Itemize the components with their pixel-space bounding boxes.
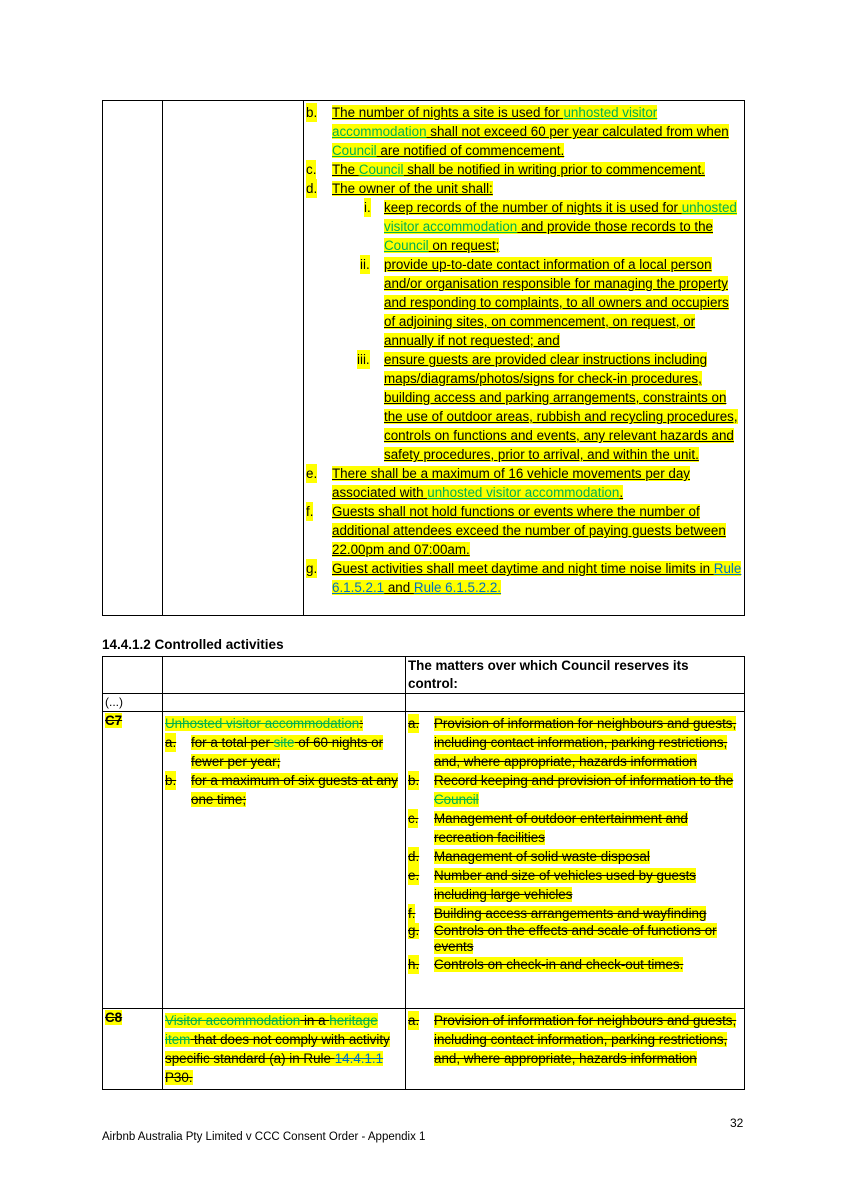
rule-link-6-1-5-2-1[interactable]: Rule 6.1.5.2.1 bbox=[332, 561, 742, 595]
list-item: e. Number and size of vehicles used by guests including large vehicles bbox=[408, 868, 697, 902]
list-item: a. Provision of information for neighbours and guests, including contact information, parking restrictions, and, where appropriate, hazards information bbox=[408, 1013, 737, 1066]
ellipsis-cell: (...) bbox=[103, 694, 163, 712]
activity-c7-conditions bbox=[165, 733, 403, 809]
list-item-d: d. The owner of the unit shall: i. keep records of the number of nights it is used for unhosted visitor accommodation and provide those records to the Council on request; ii. provide up-to-date contact information of a local person and/or organisation responsible for managing the property and responding to complaints, to all owners and occupiers of adjoining sites, on commencement, on request, or annually if not requested; and iii. ensure guests are provided clear instructions including maps/diagrams/photos/signs for check-in procedures, building access and parking arrangements, constraints on the use of outdoor areas, rubbish and recycling procedures, controls on functions and events, any relevant hazards and safety procedures, prior to arrival, and within the unit. bbox=[306, 179, 742, 464]
table-cell-empty-1 bbox=[103, 101, 163, 616]
activity-cell-c7: Unhosted visitor accommodation: a. for a total per site of 60 nights or fewer per year; b. for a maximum of six guests at any one time; bbox=[163, 712, 406, 1009]
matters-cell-c7 bbox=[406, 712, 745, 1009]
list-item-f: f. Guests shall not hold functions or events where the number of additional attendees exceed the number of paying guests between 22.00pm and 07:00am. bbox=[306, 504, 726, 557]
list-item: a. Provision of information for neighbours and guests, including contact information, parking restrictions, and, where appropriate, hazards information bbox=[408, 716, 737, 769]
table-row-c8 bbox=[103, 1009, 745, 1090]
list-item: b. Record keeping and provision of information to the Council bbox=[408, 773, 734, 807]
page-footer: Airbnb Australia Pty Limited v CCC Consent Order - Appendix 1 bbox=[102, 1131, 426, 1143]
sublist-d bbox=[352, 198, 742, 464]
list-item: b. for a maximum of six guests at any one time; bbox=[165, 773, 398, 807]
section-heading: 14.4.1.2 Controlled activities bbox=[102, 637, 284, 652]
list-item-g: g. Guest activities shall meet daytime and night time noise limits in Rule 6.1.5.2.1 and Rule 6.1.5.2.2. bbox=[306, 561, 742, 595]
table-row-c7 bbox=[103, 712, 745, 1009]
rule-link-6-1-5-2-2[interactable]: Rule 6.1.5.2.2. bbox=[413, 580, 502, 595]
header-matters: The matters over which Council reserves its control: bbox=[406, 657, 745, 694]
list-item: c. Management of outdoor entertainment and recreation facilities bbox=[408, 811, 688, 845]
list-item-d-ii: ii. provide up-to-date contact information of a local person and/or organisation responsible for managing the property and responding to complaints, to all owners and occupiers of adjoining sites, on commencement, on request, or annually if not requested; and bbox=[360, 257, 729, 348]
list-item: h. Controls on check-in and check-out times. bbox=[408, 957, 684, 972]
ellipsis-empty-2 bbox=[163, 694, 406, 712]
table-header-row bbox=[103, 657, 745, 694]
list-item: g. Controls on the effects and scale of functions or events bbox=[408, 923, 717, 954]
matters-list-c8 bbox=[408, 1011, 742, 1068]
activity-c7-title: Unhosted visitor accommodation bbox=[165, 716, 360, 731]
controlled-activities-table bbox=[102, 656, 745, 1090]
ellipsis-empty-3 bbox=[406, 694, 745, 712]
code-cell-c8: C8 bbox=[103, 1009, 163, 1090]
code-cell-c7: C7 bbox=[103, 712, 163, 1009]
standards-list bbox=[306, 103, 742, 597]
table-cell-empty-2 bbox=[163, 101, 304, 616]
list-item: d. Management of solid waste disposal bbox=[408, 849, 650, 864]
list-item: f. Building access arrangements and wayfinding bbox=[408, 906, 707, 921]
list-item: a. for a total per site of 60 nights or fewer per year; bbox=[165, 735, 384, 769]
list-item-c: c. The Council shall be notified in writing prior to commencement. bbox=[306, 162, 705, 177]
list-item-b: b. The number of nights a site is used for unhosted visitor accommodation shall not exceed 60 per year calculated from when Council are notified of commencement. bbox=[306, 105, 729, 158]
list-item-d-iii: iii. ensure guests are provided clear instructions including maps/diagrams/photos/signs for check-in procedures, building access and parking arrangements, constraints on the use of outdoor areas, rubbish and recycling procedures, controls on functions and events, any relevant hazards and safety procedures, prior to arrival, and within the unit. bbox=[357, 352, 738, 462]
matters-cell-c8 bbox=[406, 1009, 745, 1090]
ellipsis-row bbox=[103, 694, 745, 712]
standards-cell bbox=[304, 101, 745, 616]
rule-link-14-4-1-1[interactable]: 14.4.1.1 bbox=[334, 1051, 384, 1066]
header-cell-1 bbox=[103, 657, 163, 694]
activity-cell-c8: Visitor accommodation in a heritage item that does not comply with activity specific standard (a) in Rule 14.4.1.1 P30. bbox=[163, 1009, 406, 1090]
header-cell-2 bbox=[163, 657, 406, 694]
permitted-standards-table bbox=[102, 100, 745, 616]
matters-list-c7 bbox=[408, 714, 742, 974]
list-item-e: e. There shall be a maximum of 16 vehicle movements per day associated with unhosted visitor accommodation. bbox=[306, 466, 690, 500]
page-number: 32 bbox=[730, 1116, 744, 1130]
list-item-d-i: i. keep records of the number of nights it is used for unhosted visitor accommodation and provide those records to the Council on request; bbox=[364, 200, 737, 253]
